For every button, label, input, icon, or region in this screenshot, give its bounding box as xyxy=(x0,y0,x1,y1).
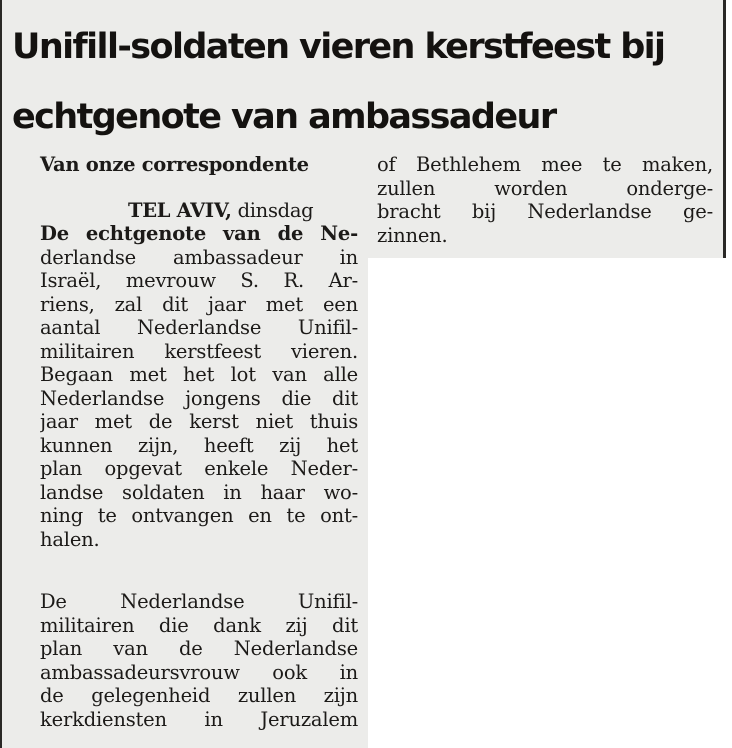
article-headline xyxy=(12,12,712,152)
text-line: kunnen zijn, heeft zij het xyxy=(40,433,358,457)
text-line: de gelegenheid zullen zijn xyxy=(40,684,358,707)
byline: Van onze correspondente xyxy=(40,153,309,176)
text-line: militairen kerstfeest vieren. xyxy=(40,339,358,363)
text-line: jaar met de kerst niet thuis xyxy=(40,410,358,433)
text-line: zinnen. xyxy=(377,223,448,247)
dateline-place: TEL AVIV, xyxy=(128,199,232,222)
text-line: De Nederlandse Unifil- xyxy=(40,590,358,613)
article-continuation-column xyxy=(377,153,713,247)
text-line: bracht bij Nederlandse ge- xyxy=(377,200,713,223)
text-line: kerkdiensten in Jeruzalem xyxy=(40,707,358,731)
text-line: Begaan met het lot van alle xyxy=(40,363,358,386)
text-line: aantal Nederlandse Unifil- xyxy=(40,316,358,339)
text-line: zullen worden onderge- xyxy=(377,176,713,200)
text-line: Israël, mevrouw S. R. Ar- xyxy=(40,269,358,292)
text-line: landse soldaten in haar wo- xyxy=(40,480,358,504)
headline-line: echtgenote van ambassadeur xyxy=(12,97,556,137)
text-line: ning te ontvangen en te ont- xyxy=(40,504,358,527)
text-line: plan opgevat enkele Neder- xyxy=(40,457,358,480)
article-paragraph-1 xyxy=(40,222,358,551)
text-line: De echtgenote van de Ne- xyxy=(40,222,358,245)
headline-line: Unifill-soldaten vieren kerstfeest bij xyxy=(12,27,665,67)
text-line: derlandse ambassadeur in xyxy=(40,245,358,269)
text-line: of Bethlehem mee te maken, xyxy=(377,153,713,176)
text-line: riens, zal dit jaar met een xyxy=(40,292,358,316)
dateline xyxy=(128,199,313,222)
article-paragraph-2 xyxy=(40,590,358,731)
text-line: halen. xyxy=(40,527,100,551)
text-line: ambassadeursvrouw ook in xyxy=(40,660,358,684)
text-line: plan van de Nederlandse xyxy=(40,637,358,660)
dateline-day: dinsdag xyxy=(237,199,314,222)
text-line: Nederlandse jongens die dit xyxy=(40,386,358,410)
text-line: militairen die dank zij dit xyxy=(40,613,358,637)
